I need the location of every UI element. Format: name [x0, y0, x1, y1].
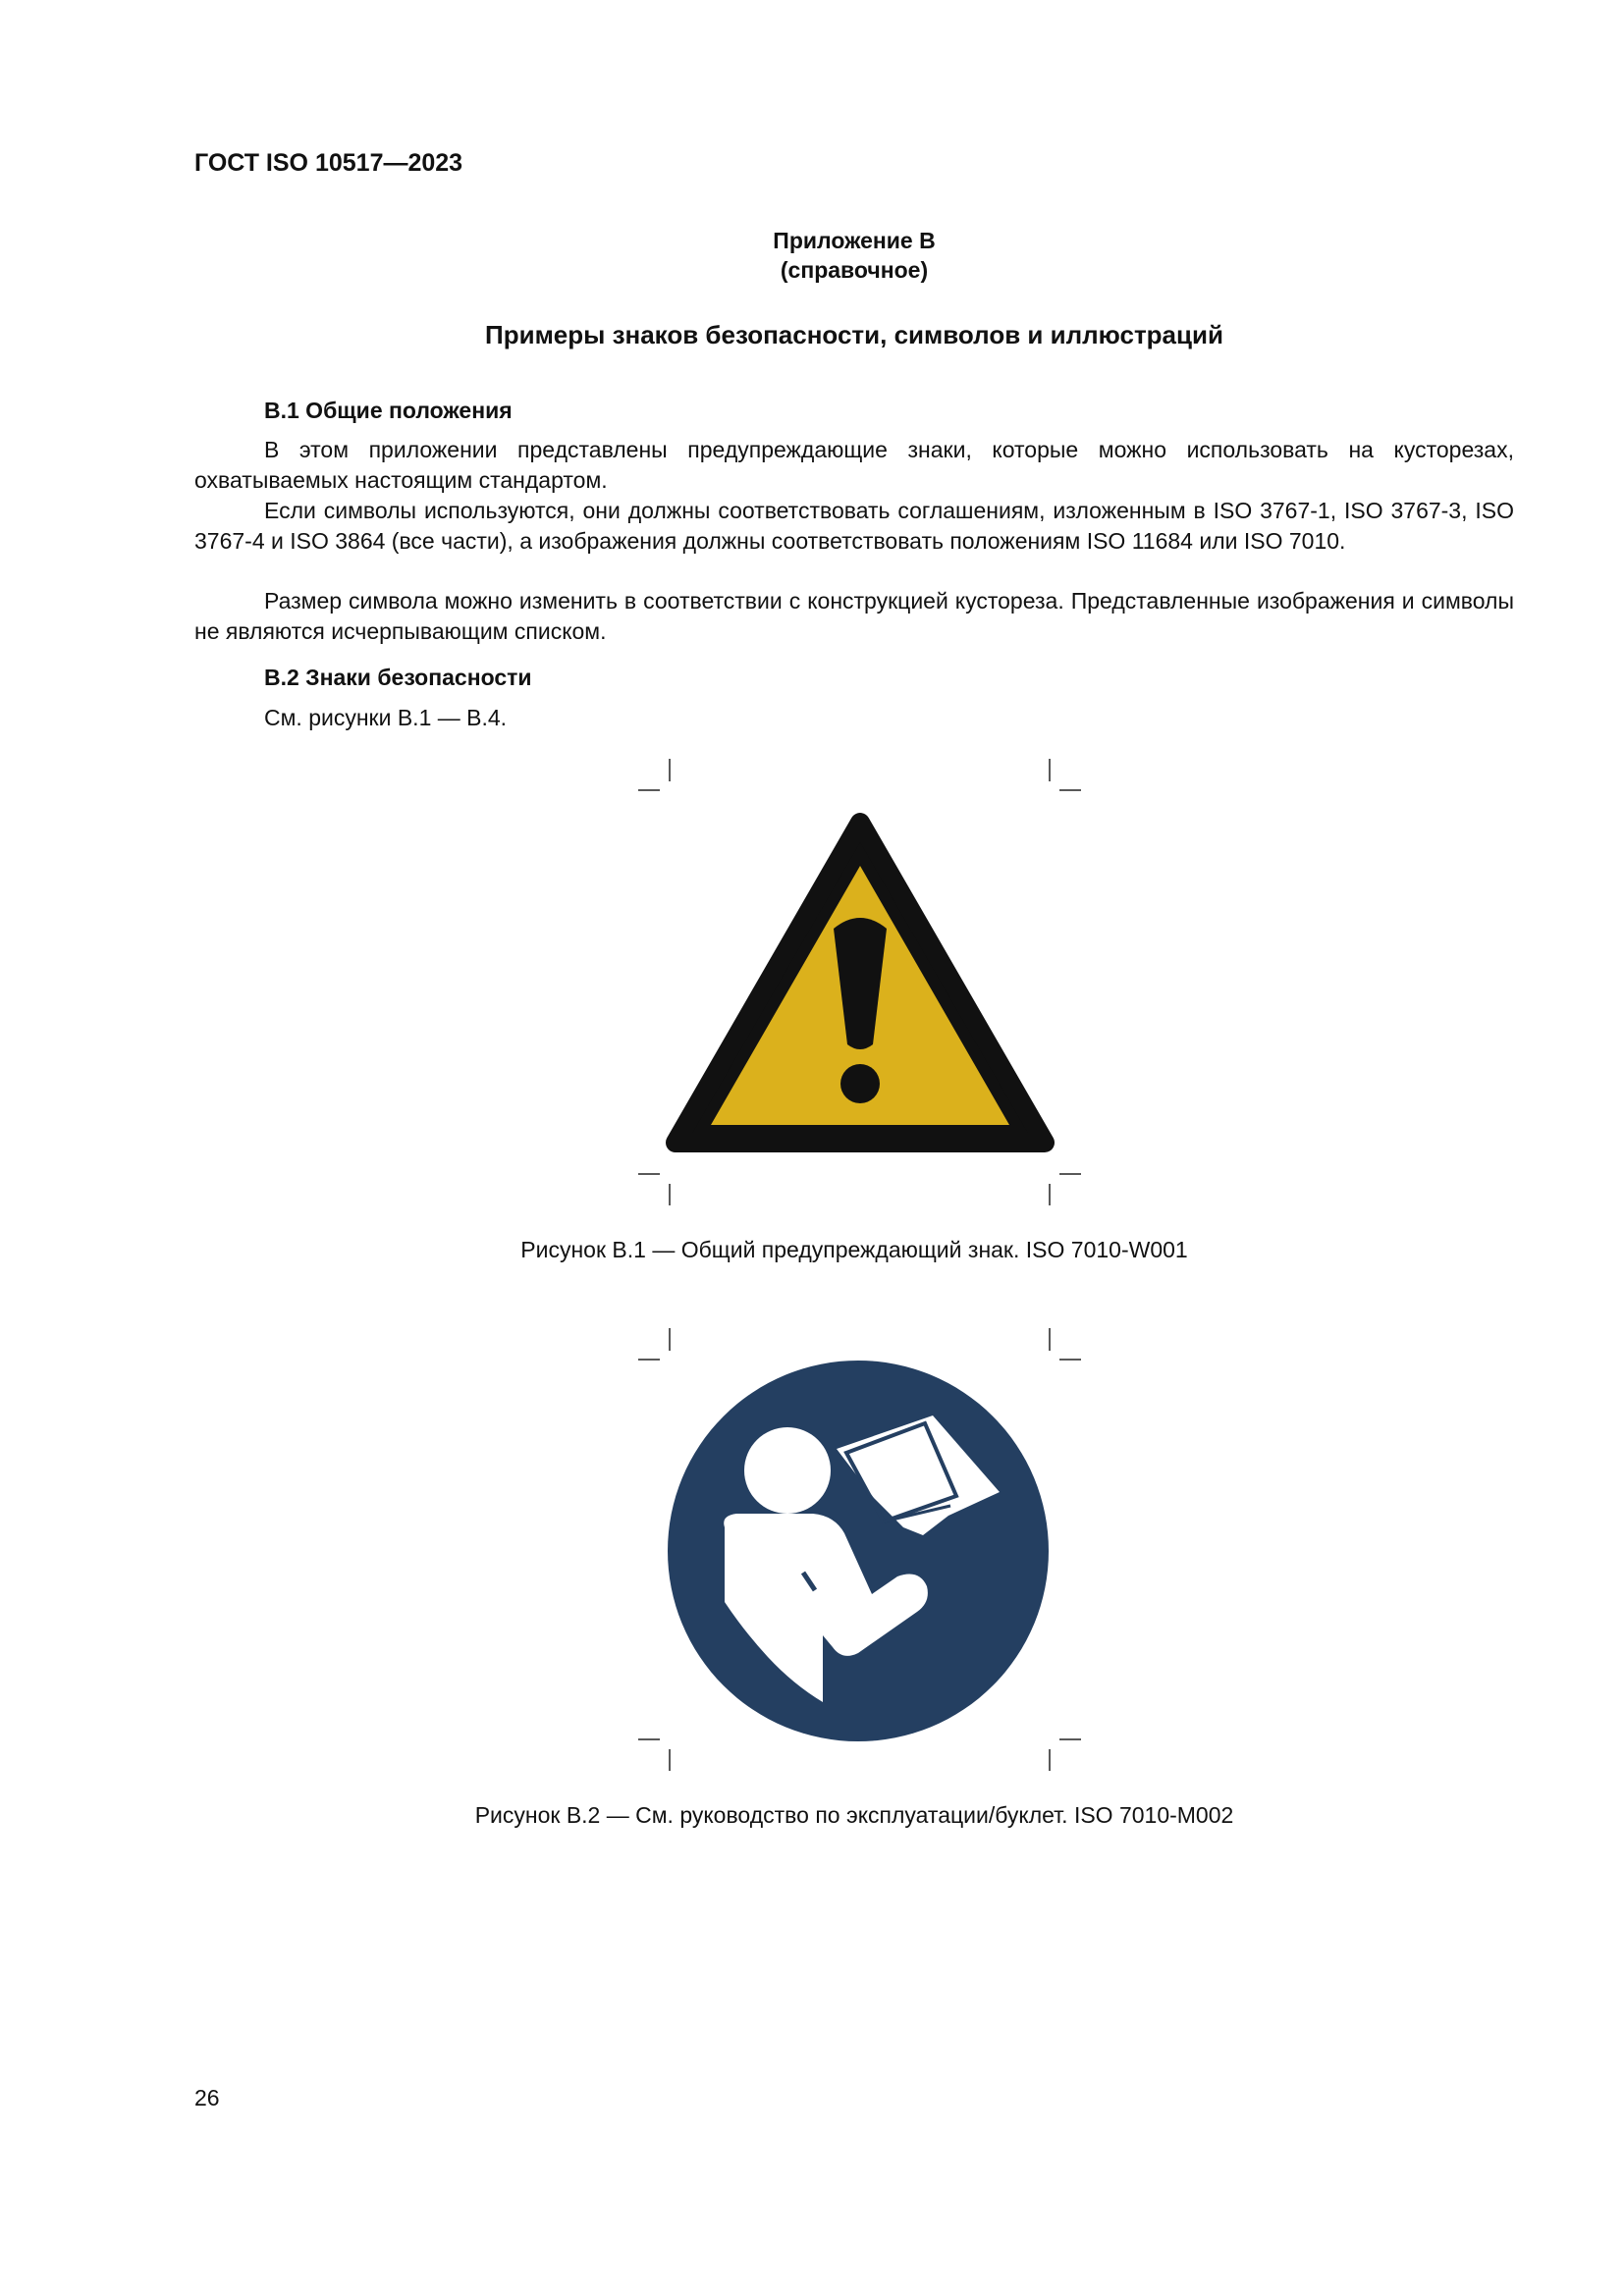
- section-b1-paragraph-3: Размер символа можно изменить в соответствии с конструкцией кустореза. Представленные изображения и символы не являются исчерпывающим списком.: [194, 588, 1514, 644]
- section-b1-heading: В.1 Общие положения: [264, 398, 513, 423]
- section-b2-heading: В.2 Знаки безопасности: [264, 665, 532, 690]
- section-b1-paragraph-1: В этом приложении представлены предупреждающие знаки, которые можно использовать на кусторезах, охватываемых настоящим стандартом.: [194, 437, 1514, 493]
- figure-b2-caption: Рисунок В.2 — См. руководство по эксплуатации/буклет. ISO 7010-M002: [474, 1802, 1234, 1828]
- annex-heading: Примеры знаков безопасности, символов и иллюстраций: [485, 320, 1223, 349]
- annex-type: (справочное): [780, 257, 929, 283]
- annex-title: Приложение В: [773, 228, 936, 253]
- figure-b1-caption: Рисунок В.1 — Общий предупреждающий знак. ISO 7010-W001: [520, 1237, 1188, 1262]
- document-header: ГОСТ ISO 10517—2023: [194, 149, 463, 177]
- person-head: [744, 1427, 831, 1514]
- read-manual-icon: [666, 1359, 1051, 1743]
- section-b2-text: См. рисунки В.1 — В.4.: [264, 705, 508, 730]
- section-b1-paragraph-2: Если символы используются, они должны соответствовать соглашениям, изложенным в ISO 3767-1, ISO 3767-3, ISO 3767-4 и ISO 3864 (все части), а изображения должны соответствовать положениям ISO 11684 или ISO 7010.: [194, 498, 1514, 554]
- page-number: 26: [194, 2085, 220, 2110]
